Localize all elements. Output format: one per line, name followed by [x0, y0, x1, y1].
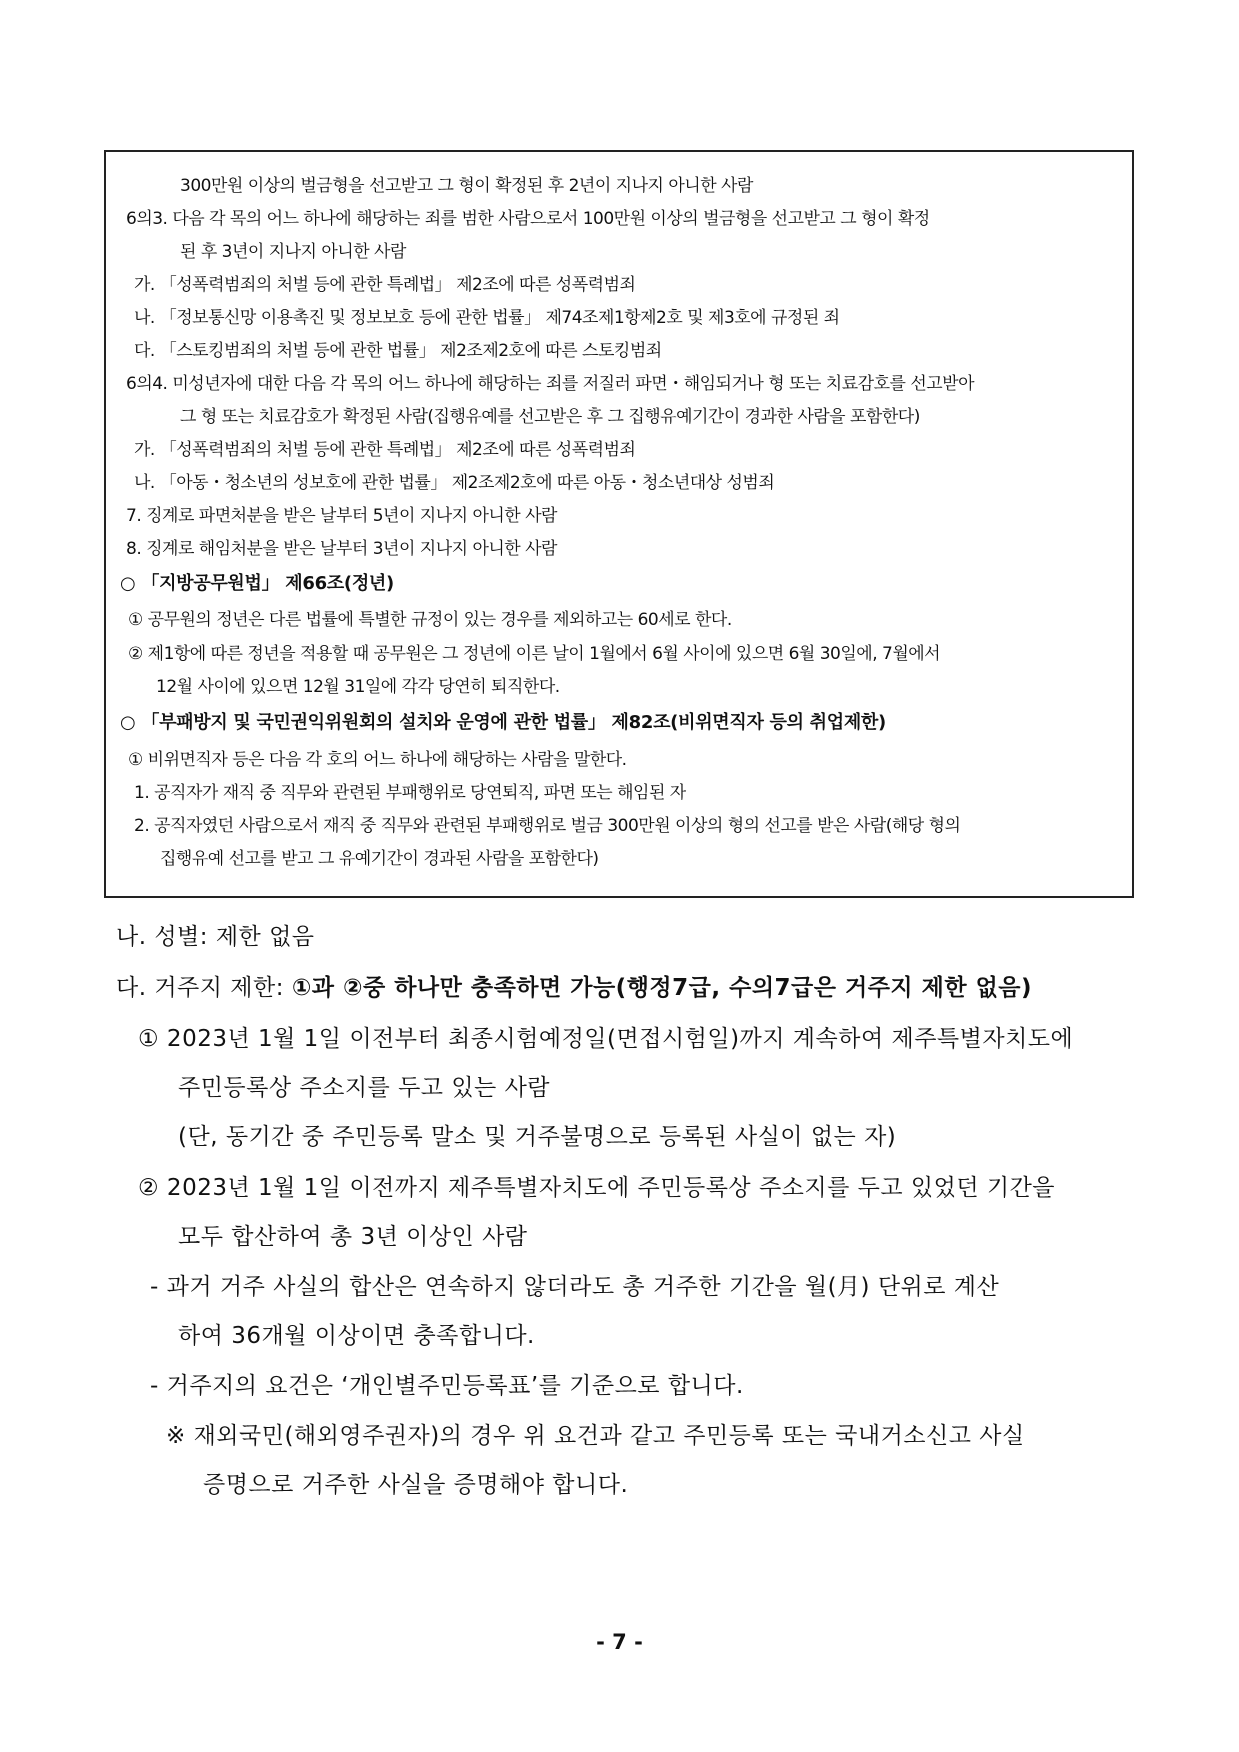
box-line: 7. 징계로 파면처분을 받은 날부터 5년이 지나지 아니한 사람	[126, 506, 557, 526]
box-line: 나. 「아동・청소년의 성보호에 관한 법률」 제2조제2호에 따른 아동・청소년대상 성범죄	[134, 473, 775, 493]
box-line: 2. 공직자였던 사람으로서 재직 중 직무와 관련된 부패행위로 벌금 300만원 이상의 형의 선고를 받은 사람(해당 형의	[134, 816, 961, 836]
box-line: 가. 「성폭력범죄의 처벌 등에 관한 특례법」 제2조에 따른 성폭력범죄	[134, 275, 636, 295]
residence-requirement	[116, 973, 1032, 1003]
page-number: - 7 -	[596, 1630, 643, 1654]
condition-2: ② 2023년 1월 1일 이전까지 제주특별자치도에 주민등록상 주소지를 두고 있었던 기간을	[138, 1175, 1056, 1201]
box-line: 다. 「스토킹범죄의 처벌 등에 관한 법률」 제2조제2호에 따른 스토킹범죄	[134, 341, 662, 361]
box-line: 300만원 이상의 벌금형을 선고받고 그 형이 확정된 후 2년이 지나지 아니한 사람	[180, 176, 753, 196]
box-line: 가. 「성폭력범죄의 처벌 등에 관한 특례법」 제2조에 따른 성폭력범죄	[134, 440, 636, 460]
section-heading-anti-corruption-act: ○ 「부패방지 및 국민권익위원회의 설치와 운영에 관한 법률」 제82조(비위면직자 등의 취업제한)	[120, 712, 886, 733]
condition-1-note: (단, 동기간 중 주민등록 말소 및 거주불명으로 등록된 사실이 없는 자)	[178, 1124, 897, 1150]
box-line: 12월 사이에 있으면 12월 31일에 각각 당연히 퇴직한다.	[156, 677, 560, 697]
note-1: - 과거 거주 사실의 합산은 연속하지 않더라도 총 거주한 기간을 월(月) 단위로 계산	[150, 1274, 1000, 1300]
condition-2-cont: 모두 합산하여 총 3년 이상인 사람	[178, 1224, 528, 1250]
box-line: 8. 징계로 해임처분을 받은 날부터 3년이 지나지 아니한 사람	[126, 539, 557, 559]
box-line: 집행유예 선고를 받고 그 유예기간이 경과된 사람을 포함한다)	[160, 849, 599, 869]
box-line: 된 후 3년이 지나지 아니한 사람	[180, 242, 406, 262]
box-line: 나. 「정보통신망 이용촉진 및 정보보호 등에 관한 법률」 제74조제1항제2호 및 제3호에 규정된 죄	[134, 308, 840, 328]
box-line: 6의4. 미성년자에 대한 다음 각 목의 어느 하나에 해당하는 죄를 저질러 파면・해임되거나 형 또는 치료감호를 선고받아	[126, 374, 975, 394]
box-line: ① 공무원의 정년은 다른 법률에 특별한 규정이 있는 경우를 제외하고는 60세로 한다.	[128, 610, 732, 630]
condition-1: ① 2023년 1월 1일 이전부터 최종시험예정일(면접시험일)까지 계속하여 제주특별자치도에	[138, 1026, 1074, 1052]
note-2: - 거주지의 요건은 ‘개인별주민등록표’를 기준으로 합니다.	[150, 1373, 744, 1399]
section-heading-local-public-officials-act: ○ 「지방공무원법」 제66조(정년)	[120, 573, 394, 594]
note-3: ※ 재외국민(해외영주권자)의 경우 위 요건과 같고 주민등록 또는 국내거소신고 사실	[166, 1423, 1025, 1449]
note-3-cont: 증명으로 거주한 사실을 증명해야 합니다.	[203, 1472, 629, 1498]
box-line: ① 비위면직자 등은 다음 각 호의 어느 하나에 해당하는 사람을 말한다.	[128, 750, 627, 770]
gender-requirement: 나. 성별: 제한 없음	[116, 924, 315, 950]
residence-label: 다. 거주지 제한:	[116, 975, 292, 1001]
residence-condition: ①과 ②중 하나만 충족하면 가능(행정7급, 수의7급은 거주지 제한 없음)	[291, 975, 1033, 1001]
box-line: 6의3. 다음 각 목의 어느 하나에 해당하는 죄를 범한 사람으로서 100만원 이상의 벌금형을 선고받고 그 형이 확정	[126, 209, 930, 229]
condition-1-cont: 주민등록상 주소지를 두고 있는 사람	[178, 1075, 551, 1101]
box-line: 그 형 또는 치료감호가 확정된 사람(집행유예를 선고받은 후 그 집행유예기간이 경과한 사람을 포함한다)	[180, 407, 920, 427]
note-1-cont: 하여 36개월 이상이면 충족합니다.	[178, 1323, 535, 1349]
box-line: ② 제1항에 따른 정년을 적용할 때 공무원은 그 정년에 이른 날이 1월에서 6월 사이에 있으면 6월 30일에, 7월에서	[128, 644, 941, 664]
box-line: 1. 공직자가 재직 중 직무와 관련된 부패행위로 당연퇴직, 파면 또는 해임된 자	[134, 783, 686, 803]
